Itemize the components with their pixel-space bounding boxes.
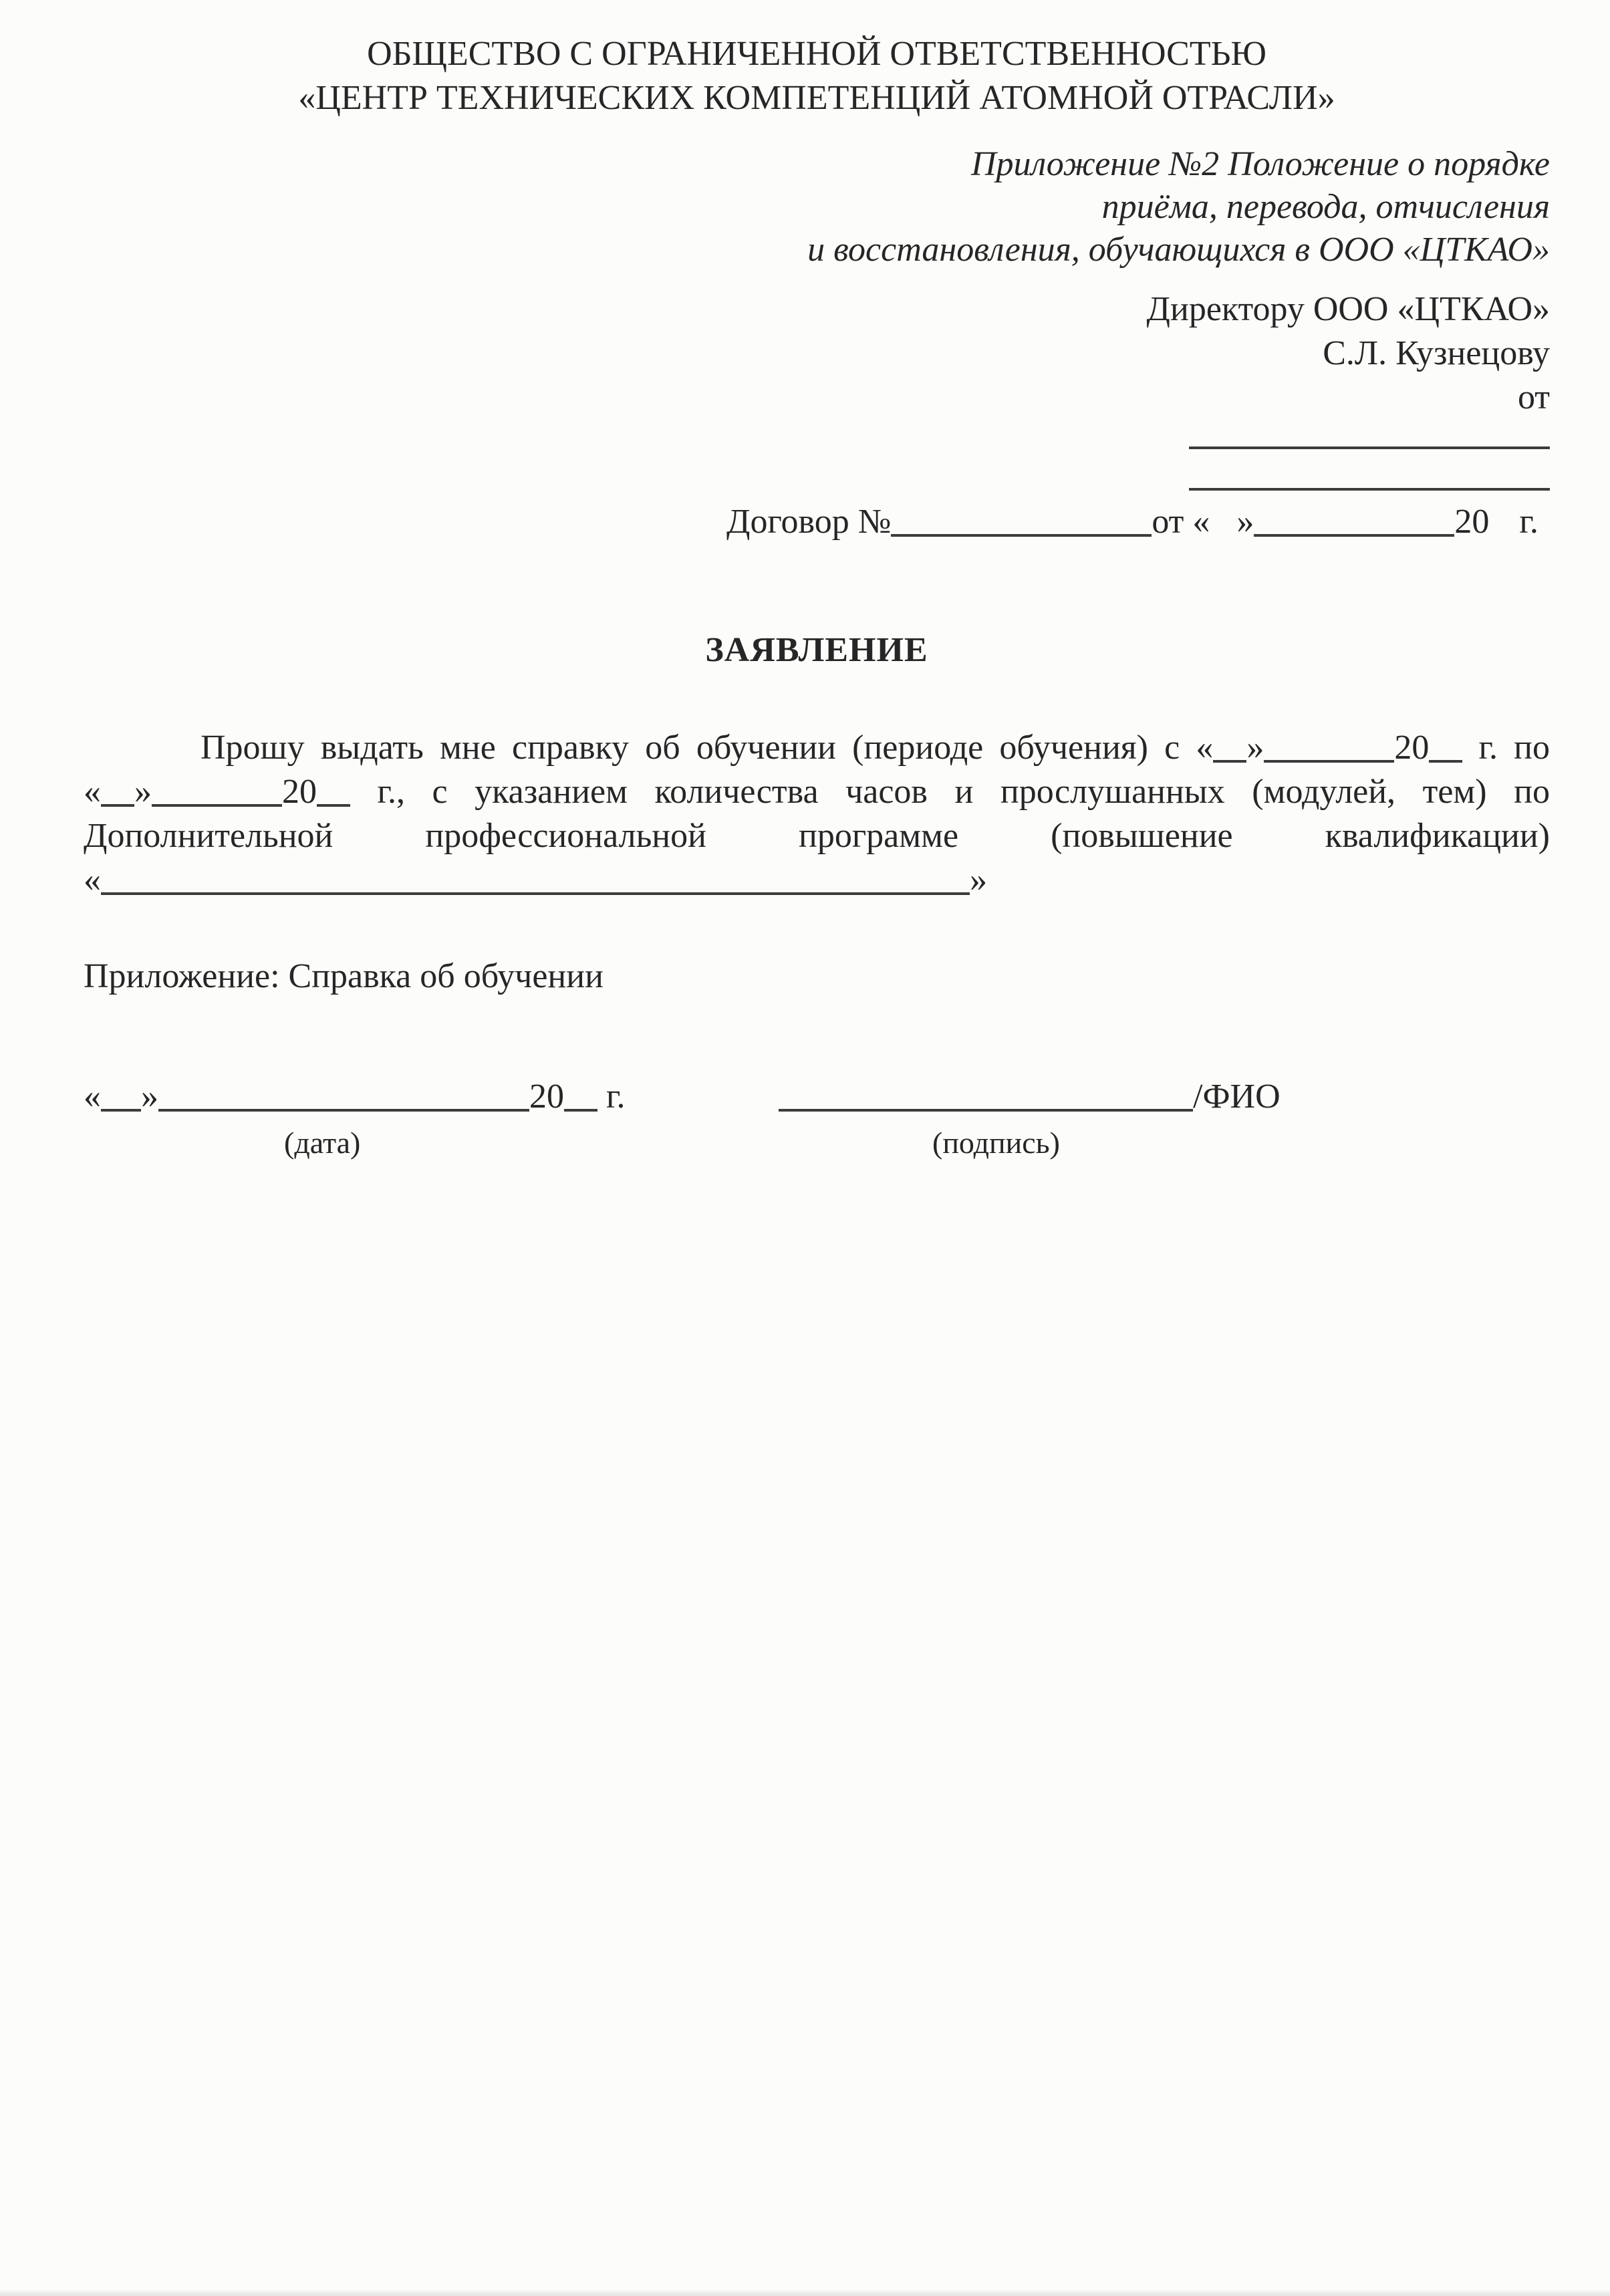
- contract-year: 20: [1454, 503, 1490, 541]
- date-caption: (дата): [284, 1126, 361, 1160]
- attachment-note: Приложение: Справка об обучении: [84, 957, 603, 995]
- addressee-line-3: от: [1517, 378, 1550, 416]
- date-close-quote: »: [141, 1077, 158, 1116]
- program-name-close-quote: »: [970, 861, 987, 899]
- signature-fill-line: [779, 1075, 1281, 1119]
- signature-block: [84, 1075, 1550, 1162]
- appendix-note: [84, 143, 1550, 271]
- date-year-suffix: г.: [606, 1077, 626, 1116]
- date-to-month-blank: [152, 803, 282, 807]
- request-line-3: [84, 814, 1550, 858]
- request-line-4: [84, 858, 1550, 902]
- fio-label: /ФИО: [1193, 1077, 1281, 1116]
- date-from-close-quote: »: [1246, 729, 1264, 767]
- applicant-name-line-2: [1189, 488, 1550, 491]
- request-line-1-tail: г. по: [1478, 729, 1550, 767]
- applicant-name-line-1: [1189, 447, 1550, 449]
- appendix-note-line-1: Приложение №2 Положение о порядке: [970, 145, 1550, 183]
- date-open-quote: «: [84, 1077, 101, 1116]
- request-line-1-text: Прошу выдать мне справку об обучении (периоде обучения) с «: [200, 729, 1214, 767]
- contract-date-blank: [1254, 533, 1454, 537]
- org-header: [84, 32, 1550, 120]
- date-to-year: 20: [282, 773, 317, 811]
- date-year-blank: [564, 1108, 597, 1112]
- date-to-close-quote: »: [134, 773, 152, 811]
- signature-blank: [779, 1108, 1193, 1112]
- contract-from-text: от «: [1152, 503, 1210, 541]
- org-name-line-1: ОБЩЕСТВО С ОГРАНИЧЕННОЙ ОТВЕТСТВЕННОСТЬЮ: [367, 35, 1266, 73]
- date-year: 20: [529, 1077, 564, 1116]
- date-from-day-blank: [1213, 759, 1246, 763]
- date-column: [84, 1075, 658, 1162]
- date-to-open-quote: «: [84, 773, 101, 811]
- date-to-year-blank: [317, 803, 350, 807]
- addressee-line-1: Директору ООО «ЦТКАО»: [1146, 290, 1550, 328]
- date-from-year-blank: [1429, 759, 1462, 763]
- signature-caption: (подпись): [932, 1126, 1060, 1160]
- appendix-note-line-3: и восстановления, обучающихся в ООО «ЦТКАО»: [807, 231, 1550, 269]
- program-name-open-quote: «: [84, 861, 101, 899]
- date-fill-line: [84, 1075, 658, 1119]
- request-line-3-text: Дополнительной профессиональной программе (повышение квалификации): [84, 817, 1550, 855]
- contract-label: Договор №: [726, 503, 892, 541]
- application-title: ЗАЯВЛЕНИЕ: [705, 631, 928, 669]
- date-from-month-blank: [1264, 759, 1394, 763]
- request-line-2: [84, 770, 1550, 814]
- contract-year-suffix: г.: [1519, 503, 1538, 541]
- contract-line: [84, 500, 1550, 544]
- org-name-line-2: «ЦЕНТР ТЕХНИЧЕСКИХ КОМПЕТЕНЦИЙ АТОМНОЙ ОТРАСЛИ»: [298, 79, 1335, 117]
- request-line-1: [84, 726, 1550, 770]
- addressee-block: [84, 287, 1550, 420]
- signature-column: [779, 1075, 1281, 1162]
- contract-close-quote: »: [1236, 503, 1254, 541]
- addressee-line-2: С.Л. Кузнецову: [1323, 334, 1550, 372]
- request-paragraph: [84, 726, 1550, 902]
- date-to-day-blank: [101, 803, 134, 807]
- appendix-note-line-2: приёма, перевода, отчисления: [1101, 188, 1550, 226]
- date-month-blank: [158, 1108, 529, 1112]
- request-line-2-tail: г., с указанием количества часов и прослушанных (модулей, тем) по: [377, 773, 1550, 811]
- date-from-year: 20: [1394, 729, 1430, 767]
- program-name-blank: [101, 891, 970, 895]
- contract-number-blank: [891, 533, 1152, 537]
- date-day-blank: [101, 1108, 141, 1112]
